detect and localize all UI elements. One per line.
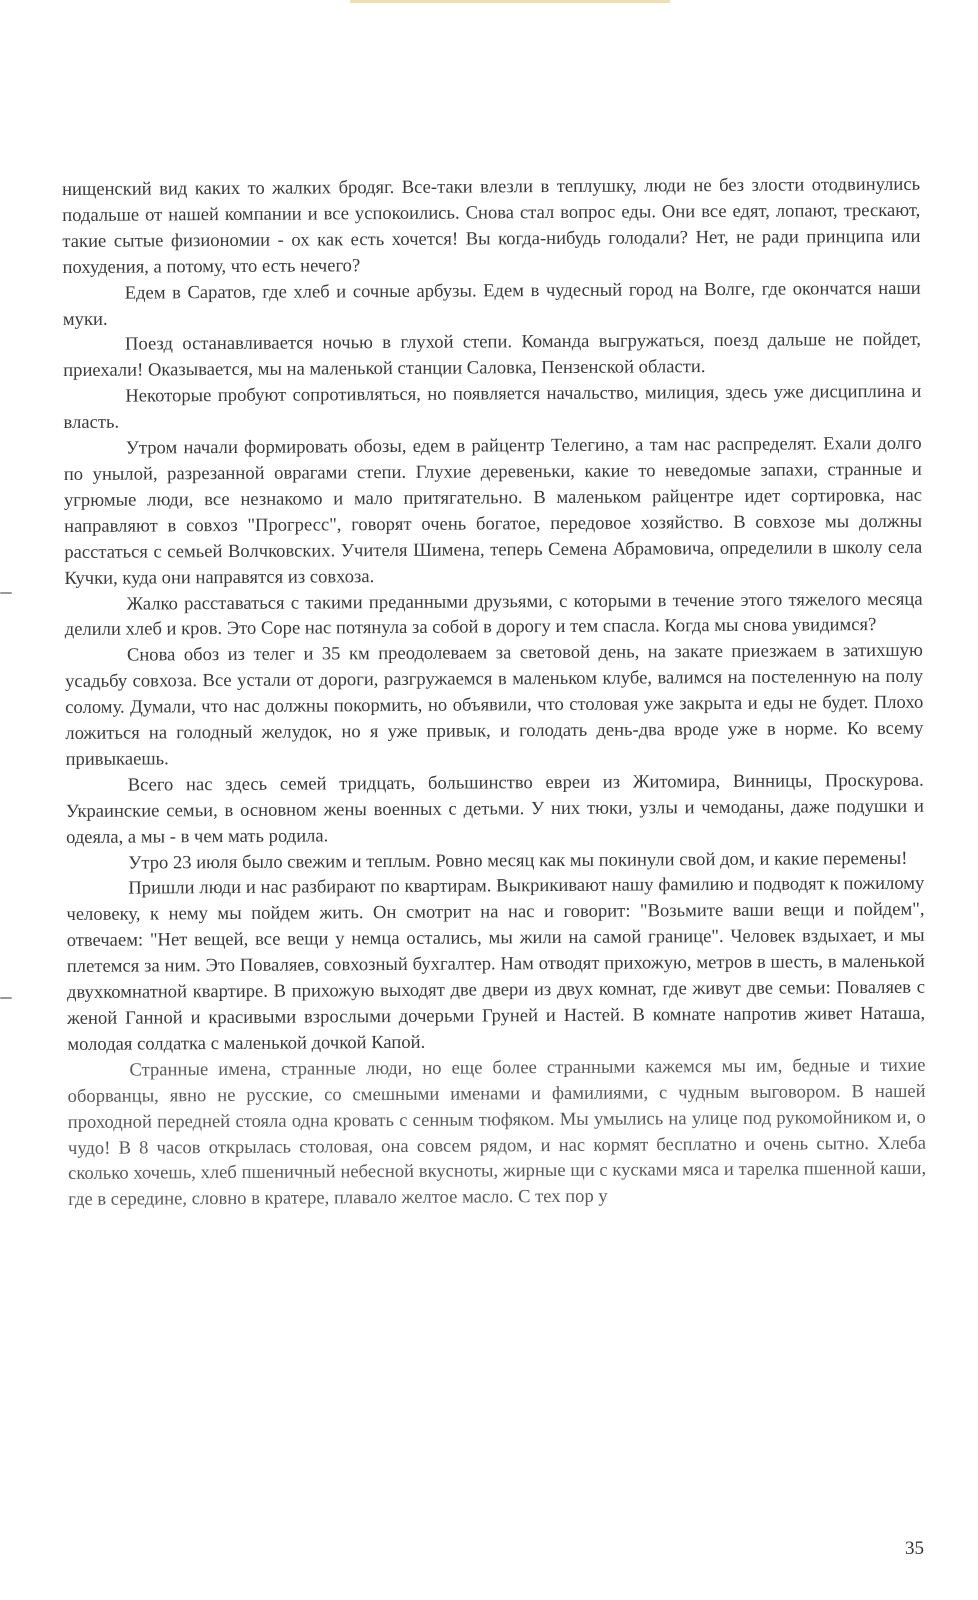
- paragraph: Пришли люди и нас разбирают по квартирам. Выкрикивают нашу фамилию и подводят к пожилому человеку, к нему мы пойдем жить. Он смотрит на нас и говорит: "Возьмите ваши вещи и пойдем", отвечаем: "Нет вещей, все вещи у немца остались, мы жили на самой границе". Человек вздыхает, и мы плетемся за ним. Это Поваляев, совхозный бухгалтер. Нам отводят прихожую, метров в шесть, в маленькой двухкомнатной квартире. В прихожую выходят две двери из двух комнат, где живут две семьи: Поваляев с женой Ганной и красивыми взрослыми дочерьми Груней и Настей. В комнате напротив живет Наташа, молодая солдатка с маленькой дочкой Капой.: [66, 873, 926, 1055]
- paragraph: Жалко расставаться с такими преданными друзьями, с которыми в течение этого тяжелого месяца делили хлеб и кров. Это Соре нас потянула за собой в дорогу и тем спасла. Когда мы снова увидимся?: [64, 588, 923, 641]
- paragraph: Поезд останавливается ночью в глухой степи. Команда выгружаться, поезд дальше не пойдет, приехали! Оказывается, мы на маленькой станции Саловка, Пензенской области.: [63, 329, 922, 382]
- paragraph: Некоторые пробуют сопротивляться, но появляется начальство, милиция, здесь уже дисциплина и власть.: [63, 381, 922, 434]
- paragraph: Утром начали формировать обозы, едем в райцентр Телегино, а там нас распределят. Ехали долго по унылой, разрезанной оврагами степи. Глухие деревеньки, какие то неведомые запахи, странные и угрюмые люди, все незнакомо и мало притягательно. В маленьком райцентре идет сортировка, нас направляют в совхоз "Прогресс", говорят очень богатое, передовое хозяйство. В совхозе мы должны расстаться с семьей Волчковских. Учителя Шимена, теперь Семена Абрамовича, определили в школу села Кучки, куда они направятся из совхоза.: [63, 432, 923, 589]
- page-number: 35: [905, 1538, 924, 1559]
- scan-edge-mark: [350, 0, 670, 3]
- paragraph: Странные имена, странные люди, но еще более странными кажемся мы им, бедные и тихие оборванцы, явно не русские, со смешными именами и фамилиями, с чудным выговором. В нашей проходной передней стояла одна кровать с сенным тюфяком. Мы умылись на улице под рукомойником и, о чудо! В 8 часов открылась столовая, она совсем рядом, и нас кормят бесплатно и очень сытно. Хлеба сколько хочешь, хлеб пшеничный небесной вкусноты, жирные щи с кусками мяса и тарелка пшенной каши, где в середине, словно в кратере, плавало желтое масло. С тех пор у: [67, 1054, 927, 1211]
- paragraph: Снова обоз из телег и 35 км преодолеваем за световой день, на закате приезжаем в затихшую усадьбу совхоза. Все устали от дороги, разгружаемся в маленьком клубе, валимся на постеленную на полу солому. Думали, что нас должны покормить, но объявили, что столовая уже закрыта и еды не будет. Плохо ложиться на голодный желудок, но я уже привык, и голодать день-два вроде уже в норме. Ко всему привыкаешь.: [65, 640, 924, 770]
- paragraph: Утро 23 июля было свежим и теплым. Ровно месяц как мы покинули свой дом, и какие перемены!: [128, 847, 908, 874]
- paragraph: нищенский вид каких то жалких бродяг. Все-таки влезли в теплушку, люди не без злости отодвинулись подальше от нашей компании и все успокоились. Снова стал вопрос еды. Они все едят, лопают, трескают, такие сытые физиономии - ох как есть хочется! Вы когда-нибудь голодали? Нет, не ради принципа или похудения, а потому, что есть нечего?: [62, 173, 921, 278]
- paragraph: Едем в Саратов, где хлеб и сочные арбузы. Едем в чудесный город на Волге, где окончатся наши муки.: [62, 277, 921, 330]
- body-text: [62, 172, 926, 1213]
- scan-artifact-mark: [0, 997, 12, 999]
- paragraph: Всего нас здесь семей тридцать, большинство евреи из Житомира, Винницы, Проскурова. Украинские семьи, в основном жены военных с детьми. У них тюки, узлы и чемоданы, даже подушки и одеяла, а мы - в чем мать родила.: [65, 769, 924, 848]
- scan-artifact-mark: [0, 592, 12, 594]
